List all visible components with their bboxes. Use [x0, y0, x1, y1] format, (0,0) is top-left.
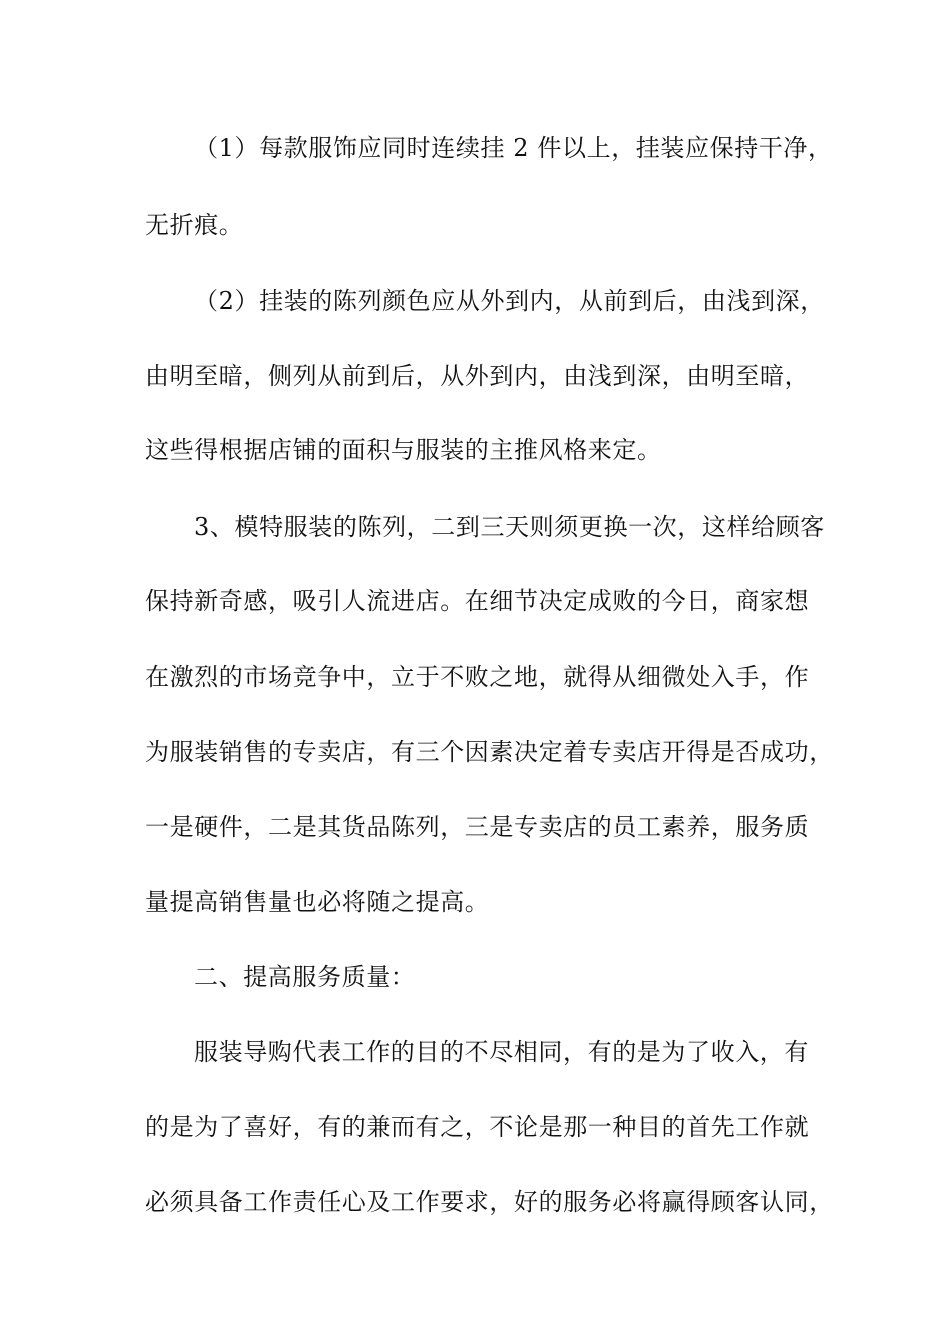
paragraph-line: 一是硬件，二是其货品陈列，三是专卖店的员工素养，服务质: [145, 813, 810, 841]
paragraph-line: 的是为了喜好，有的兼而有之，不论是那一种目的首先工作就: [145, 1113, 810, 1141]
paragraph-line: （2）挂装的陈列颜色应从外到内，从前到后，由浅到深，: [194, 287, 825, 315]
paragraph-line: 3、模特服装的陈列，二到三天则须更换一次，这样给顾客: [194, 513, 825, 541]
paragraph-line: 由明至暗，侧列从前到后，从外到内，由浅到深，由明至暗，: [145, 362, 810, 390]
paragraph-line: 必须具备工作责任心及工作要求，好的服务必将赢得顾客认同，: [145, 1188, 834, 1216]
paragraph-line: 这些得根据店铺的面积与服装的主推风格来定。: [145, 436, 662, 464]
paragraph-line: 保持新奇感，吸引人流进店。在细节决定成败的今日，商家想: [145, 587, 810, 615]
paragraph-line: 在激烈的市场竞争中，立于不败之地，就得从细微处入手，作: [145, 663, 810, 691]
paragraph-line: 无折痕。: [145, 211, 244, 239]
paragraph-line: （1）每款服饰应同时连续挂 2 件以上，挂装应保持干净，: [194, 134, 833, 162]
paragraph-line: 量提高销售量也必将随之提高。: [145, 888, 490, 916]
paragraph-line: 为服装销售的专卖店，有三个因素决定着专卖店开得是否成功，: [145, 738, 834, 766]
section-heading: 二、提高服务质量：: [194, 963, 416, 991]
paragraph-line: 服装导购代表工作的目的不尽相同，有的是为了收入，有: [194, 1038, 809, 1066]
